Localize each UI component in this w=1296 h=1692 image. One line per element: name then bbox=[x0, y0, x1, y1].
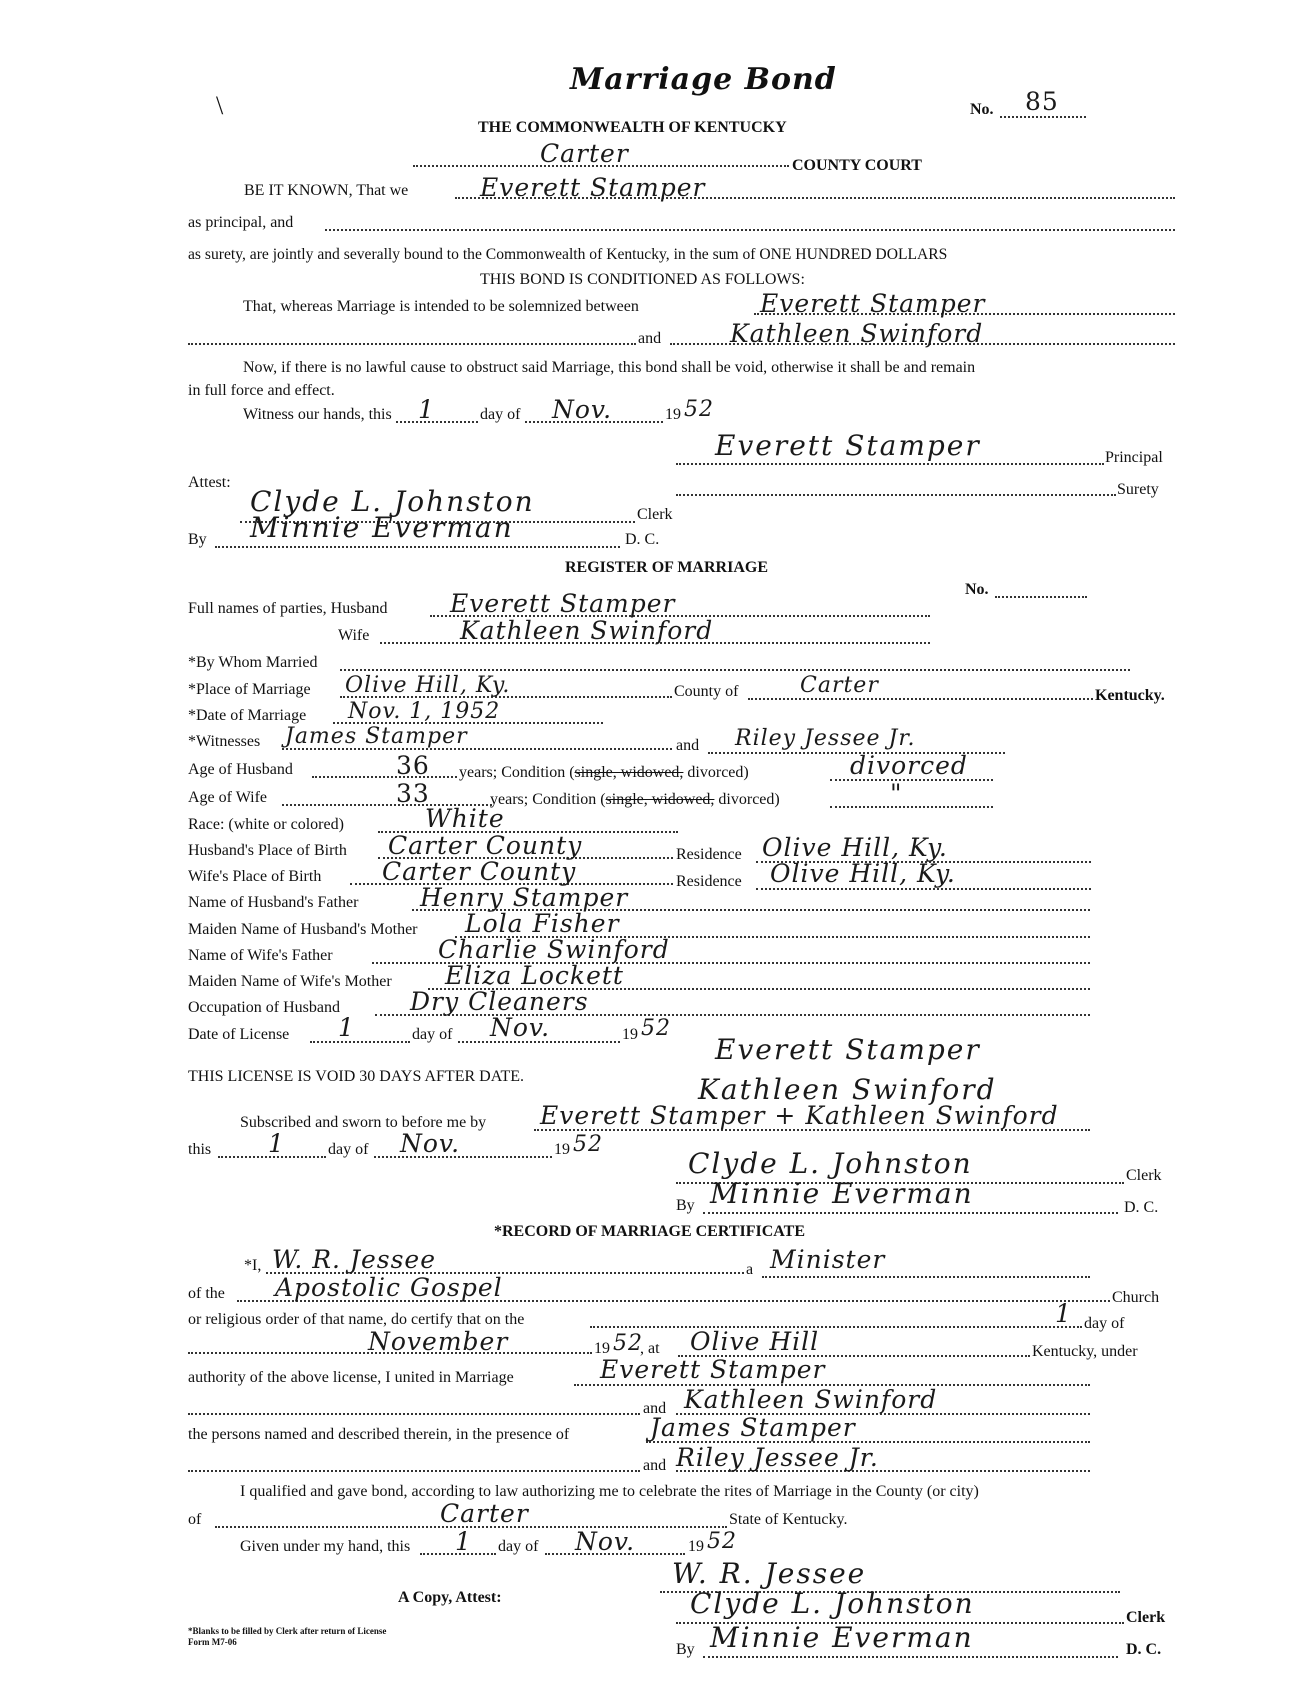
officiant-name: W. R. Jessee bbox=[272, 1245, 437, 1274]
full-force-text: in full force and effect. bbox=[188, 382, 335, 399]
license-year-prefix: 19 bbox=[622, 1026, 638, 1043]
license-year: 52 bbox=[641, 1016, 671, 1041]
certificate-bride: Kathleen Swinford bbox=[684, 1385, 938, 1414]
race-label: Race: (white or colored) bbox=[188, 816, 344, 833]
certificate-month: November bbox=[368, 1327, 509, 1356]
husband-name: Everett Stamper bbox=[450, 589, 676, 618]
wife-father: Charlie Swinford bbox=[438, 935, 670, 964]
bond-no-label: No. bbox=[970, 101, 994, 118]
bond-conditioned-heading: THIS BOND IS CONDITIONED AS FOLLOWS: bbox=[480, 271, 805, 288]
margin-mark: \ bbox=[216, 91, 224, 120]
between-groom: Everett Stamper bbox=[760, 289, 986, 318]
register-heading: REGISTER OF MARRIAGE bbox=[565, 559, 768, 576]
husband-occupation: Dry Cleaners bbox=[410, 987, 589, 1016]
state-of-kentucky-label: State of Kentucky. bbox=[729, 1511, 848, 1528]
given-under-label: Given under my hand, this bbox=[240, 1538, 411, 1555]
attest-label: Attest: bbox=[188, 474, 231, 491]
certificate-heading: *RECORD OF MARRIAGE CERTIFICATE bbox=[494, 1223, 806, 1240]
husband-residence: Olive Hill, Ky. bbox=[762, 833, 948, 862]
wife-license-signature: Kathleen Swinford bbox=[698, 1073, 997, 1106]
sworn-parties: Everett Stamper + Kathleen Swinford bbox=[540, 1101, 1059, 1130]
certificate-of-label: of bbox=[188, 1511, 202, 1528]
license-day: 1 bbox=[338, 1013, 355, 1042]
husband-condition-label: years; Condition (single, widowed, divorced) bbox=[459, 764, 749, 781]
witness-year-prefix: 19 bbox=[665, 406, 681, 423]
certificate-place: Olive Hill bbox=[690, 1327, 820, 1356]
given-year: 52 bbox=[707, 1529, 737, 1554]
sworn-day: 1 bbox=[268, 1129, 285, 1158]
be-it-known-label: BE IT KNOWN, That we bbox=[244, 182, 409, 199]
authority-label: authority of the above license, I united in Marriage bbox=[188, 1369, 514, 1386]
age-husband: 36 bbox=[396, 751, 430, 780]
register-witness-1: James Stamper bbox=[285, 724, 468, 749]
as-principal-label: as principal, and bbox=[188, 214, 294, 231]
wife-condition: " bbox=[890, 779, 903, 808]
church-name: Apostolic Gospel bbox=[275, 1273, 503, 1302]
now-if-text: Now, if there is no lawful cause to obstruct said Marriage, this bond shall be void, otherwise it shall be and remain bbox=[243, 359, 976, 376]
wife-residence: Olive Hill, Ky. bbox=[770, 859, 956, 888]
certificate-dc-signature: Minnie Everman bbox=[710, 1621, 974, 1654]
register-clerk-signature: Clyde L. Johnston bbox=[688, 1147, 973, 1180]
age-wife: 33 bbox=[396, 779, 430, 808]
wife-mother: Eliza Lockett bbox=[445, 961, 624, 990]
wife-condition-label: years; Condition (single, widowed, divorced) bbox=[490, 791, 780, 808]
bond-dc-signature: Minnie Everman bbox=[250, 511, 514, 544]
license-day-of-label: day of bbox=[412, 1026, 453, 1043]
certificate-day-of-label: day of bbox=[1084, 1315, 1125, 1332]
husband-birthplace: Carter County bbox=[388, 831, 583, 860]
husband-name-label: Full names of parties, Husband bbox=[188, 600, 388, 617]
age-wife-label: Age of Wife bbox=[188, 789, 268, 806]
certificate-dc-label: D. C. bbox=[1126, 1641, 1162, 1658]
wife-name: Kathleen Swinford bbox=[460, 616, 714, 645]
husband-license-signature: Everett Stamper bbox=[715, 1033, 981, 1066]
sworn-month: Nov. bbox=[400, 1129, 461, 1158]
county-court-label: COUNTY COURT bbox=[792, 157, 922, 174]
certificate-clerk-label: Clerk bbox=[1126, 1609, 1166, 1626]
kentucky-under-label: Kentucky, under bbox=[1032, 1343, 1138, 1360]
given-month: Nov. bbox=[575, 1527, 636, 1556]
by-whom-married-label: *By Whom Married bbox=[188, 654, 318, 671]
copy-attest-label: A Copy, Attest: bbox=[398, 1589, 502, 1606]
certificate-witness-and-label: and bbox=[643, 1457, 667, 1474]
between-bride: Kathleen Swinford bbox=[730, 319, 984, 348]
bond-clerk-signature: Clyde L. Johnston bbox=[250, 485, 535, 518]
commonwealth-heading: THE COMMONWEALTH OF KENTUCKY bbox=[478, 119, 787, 136]
witness-day-of-label: day of bbox=[480, 406, 521, 423]
form-number: Form M7-06 bbox=[188, 1637, 237, 1647]
occupation-label: Occupation of Husband bbox=[188, 999, 340, 1016]
principal-name: Everett Stamper bbox=[480, 173, 706, 202]
sworn-year: 52 bbox=[573, 1132, 603, 1157]
husband-father-label: Name of Husband's Father bbox=[188, 894, 359, 911]
certificate-and-label: and bbox=[643, 1400, 667, 1417]
certificate-clerk-signature: Clyde L. Johnston bbox=[690, 1587, 975, 1620]
officiant-title: Minister bbox=[770, 1245, 886, 1274]
place-of-marriage-label: *Place of Marriage bbox=[188, 681, 311, 698]
register-no-label: No. bbox=[965, 581, 989, 598]
license-date-label: Date of License bbox=[188, 1026, 290, 1043]
certificate-witness-2: Riley Jessee Jr. bbox=[676, 1443, 879, 1472]
bond-by-label: By bbox=[188, 531, 207, 548]
given-day-of-label: day of bbox=[498, 1538, 539, 1555]
sworn-year-prefix: 19 bbox=[554, 1141, 570, 1158]
husband-residence-label: Residence bbox=[676, 846, 742, 863]
license-month: Nov. bbox=[490, 1013, 551, 1042]
husband-birthplace-label: Husband's Place of Birth bbox=[188, 842, 347, 859]
presence-label: the persons named and described therein, in the presence of bbox=[188, 1426, 570, 1443]
husband-mother-label: Maiden Name of Husband's Mother bbox=[188, 921, 418, 938]
sworn-this-label: this bbox=[188, 1141, 212, 1158]
document-title: Marriage Bond bbox=[570, 62, 837, 97]
register-dc-label: D. C. bbox=[1124, 1199, 1159, 1216]
witnesses-label: *Witnesses bbox=[188, 733, 261, 750]
officiant-signature: W. R. Jessee bbox=[672, 1557, 867, 1590]
principal-signature: Everett Stamper bbox=[715, 429, 981, 462]
certify-label: or religious order of that name, do certify that on the bbox=[188, 1311, 525, 1328]
register-dc-signature: Minnie Everman bbox=[710, 1177, 974, 1210]
license-void-notice: THIS LICENSE IS VOID 30 DAYS AFTER DATE. bbox=[188, 1068, 525, 1085]
wife-residence-label: Residence bbox=[676, 873, 742, 890]
register-county: Carter bbox=[800, 673, 879, 698]
church-label: Church bbox=[1112, 1289, 1160, 1306]
wife-birthplace-label: Wife's Place of Birth bbox=[188, 868, 322, 885]
place-of-marriage: Olive Hill, Ky. bbox=[345, 673, 511, 698]
certificate-day: 1 bbox=[1055, 1299, 1072, 1328]
witnesses-and-label: and bbox=[676, 737, 700, 754]
witness-year: 52 bbox=[684, 397, 714, 422]
witness-hands-label: Witness our hands, this bbox=[243, 406, 392, 423]
wife-birthplace: Carter County bbox=[382, 857, 577, 886]
given-year-prefix: 19 bbox=[688, 1538, 704, 1555]
husband-mother: Lola Fisher bbox=[465, 909, 620, 938]
sworn-before-label: Subscribed and sworn to before me by bbox=[240, 1114, 487, 1131]
given-day: 1 bbox=[455, 1527, 472, 1556]
certificate-year-prefix: 19 bbox=[594, 1340, 610, 1357]
wife-father-label: Name of Wife's Father bbox=[188, 947, 333, 964]
date-of-marriage: Nov. 1, 1952 bbox=[348, 699, 501, 724]
husband-father: Henry Stamper bbox=[420, 883, 629, 912]
witness-day: 1 bbox=[418, 395, 435, 424]
officiant-i-label: *I, bbox=[244, 1257, 262, 1274]
witness-month: Nov. bbox=[552, 395, 613, 424]
wife-mother-label: Maiden Name of Wife's Mother bbox=[188, 973, 392, 990]
surety-label: Surety bbox=[1117, 481, 1159, 498]
officiant-a-label: a bbox=[746, 1261, 754, 1278]
and-label: and bbox=[638, 330, 662, 347]
bond-no-value: 85 bbox=[1025, 87, 1059, 116]
race-value: White bbox=[425, 804, 505, 833]
register-clerk-label: Clerk bbox=[1126, 1167, 1162, 1184]
county-of-label: County of bbox=[674, 683, 739, 700]
surety-text: as surety, are jointly and severally bound to the Commonwealth of Kentucky, in the sum of ONE HUNDRED DOLLARS bbox=[188, 246, 948, 263]
wife-name-label: Wife bbox=[338, 627, 370, 644]
age-husband-label: Age of Husband bbox=[188, 761, 293, 778]
register-witness-2: Riley Jessee Jr. bbox=[735, 726, 916, 751]
certificate-groom: Everett Stamper bbox=[600, 1355, 826, 1384]
county-value: Carter bbox=[540, 139, 629, 168]
certificate-at-label: , at bbox=[640, 1340, 660, 1357]
sworn-day-of-label: day of bbox=[328, 1141, 369, 1158]
certificate-county: Carter bbox=[440, 1499, 529, 1528]
certificate-year: 52 bbox=[613, 1331, 643, 1356]
footer-note: *Blanks to be filled by Clerk after return of License bbox=[188, 1626, 387, 1636]
kentucky-label: Kentucky. bbox=[1095, 687, 1165, 704]
certificate-by-label: By bbox=[676, 1641, 695, 1658]
of-the-label: of the bbox=[188, 1285, 225, 1302]
bond-dc-label: D. C. bbox=[625, 531, 660, 548]
certificate-witness-1: James Stamper bbox=[650, 1413, 856, 1442]
whereas-label: That, whereas Marriage is intended to be solemnized between bbox=[243, 298, 639, 315]
date-of-marriage-label: *Date of Marriage bbox=[188, 707, 307, 724]
principal-label: Principal bbox=[1105, 449, 1163, 466]
register-by-label: By bbox=[676, 1197, 695, 1214]
husband-condition: divorced bbox=[850, 751, 968, 780]
qualified-text: I qualified and gave bond, according to law authorizing me to celebrate the rites of Marriage in the County (or city) bbox=[240, 1483, 979, 1500]
bond-clerk-label: Clerk bbox=[637, 506, 673, 523]
